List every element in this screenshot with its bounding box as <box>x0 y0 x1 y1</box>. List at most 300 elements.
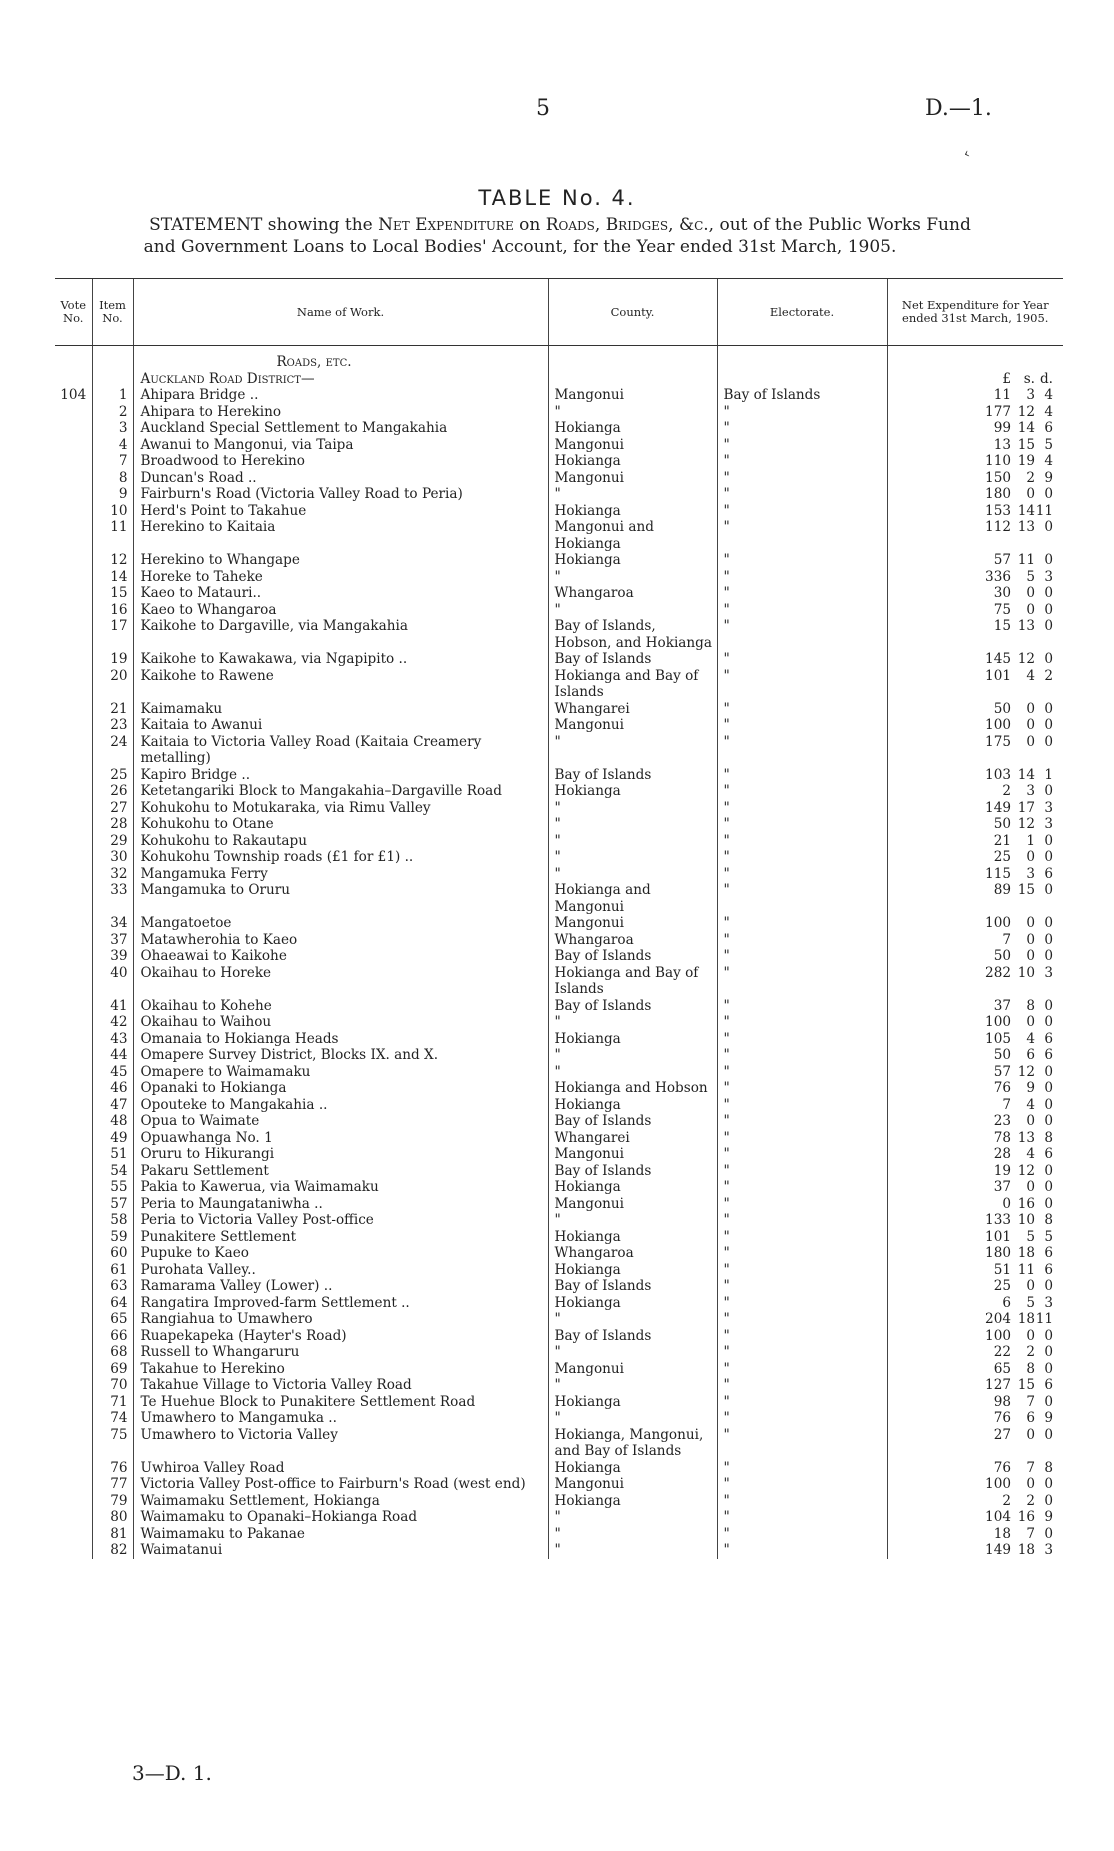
vote-cell <box>55 470 92 487</box>
expenditure-cell <box>887 915 1063 932</box>
expenditure-pounds: 100 <box>985 1476 1011 1492</box>
expenditure-pence: 0 <box>1044 552 1053 568</box>
expenditure-shillings: 0 <box>1026 931 1035 948</box>
expenditure-pounds: 110 <box>985 453 1011 469</box>
expenditure-pence: 0 <box>1044 1327 1053 1344</box>
expenditure-cell <box>887 882 1063 915</box>
electorate-cell: " <box>717 1394 887 1411</box>
county-cell: " <box>548 1014 717 1031</box>
expenditure-cell <box>887 932 1063 949</box>
expenditure-shillings: 13 <box>1017 618 1035 634</box>
electorate-cell: " <box>717 1509 887 1526</box>
expenditure-pounds: 28 <box>993 1146 1011 1162</box>
expenditure-pounds: 57 <box>993 552 1011 568</box>
expenditure-shillings: 16 <box>1017 1509 1035 1525</box>
expenditure-pounds: 104 <box>985 1509 1011 1525</box>
expenditure-cell <box>887 1526 1063 1543</box>
expenditure-shillings: 5 <box>1026 1228 1035 1245</box>
expenditure-pounds: 0 <box>1002 1195 1011 1212</box>
vote-cell <box>55 519 92 552</box>
item-number: 11 <box>92 519 133 552</box>
expenditure-cell <box>887 1476 1063 1493</box>
expenditure-pence: 9 <box>1044 469 1053 486</box>
work-name: Kaikohe to Kawakawa, via Ngapipito .. <box>133 651 548 668</box>
vote-cell <box>55 1427 92 1460</box>
table-row <box>55 816 1063 833</box>
table-row <box>55 965 1063 998</box>
expenditure-pence: 6 <box>1044 1261 1053 1278</box>
expenditure-shillings: 2 <box>1026 469 1035 486</box>
expenditure-pence: 9 <box>1044 1410 1053 1426</box>
expenditure-pence: 0 <box>1044 1360 1053 1377</box>
expenditure-pence: 0 <box>1044 1476 1053 1492</box>
vote-cell <box>55 833 92 850</box>
vote-cell <box>55 420 92 437</box>
expenditure-pence: 6 <box>1044 420 1053 436</box>
vote-cell <box>55 1163 92 1180</box>
table-row <box>55 437 1063 454</box>
expenditure-pence: 4 <box>1044 453 1053 469</box>
expenditure-pence: 6 <box>1044 1146 1053 1162</box>
item-number: 77 <box>92 1476 133 1493</box>
work-name: Kohukohu to Rakautapu <box>133 833 548 850</box>
table-row <box>55 585 1063 602</box>
expenditure-shillings: 13 <box>1017 519 1035 535</box>
vote-cell <box>55 948 92 965</box>
expenditure-pence: 11 <box>1035 1311 1053 1327</box>
expenditure-shillings: 0 <box>1026 1113 1035 1129</box>
electorate-cell: " <box>717 932 887 949</box>
work-name: Kapiro Bridge .. <box>133 767 548 784</box>
county-cell: Hokianga <box>548 1031 717 1048</box>
table-row <box>55 387 1063 404</box>
county-cell: Mangonui and Hokianga <box>548 519 717 552</box>
expenditure-pence: 0 <box>1044 1113 1053 1129</box>
subtitle-text-c: , out of the Public Works Fund <box>708 215 971 235</box>
item-number: 4 <box>92 437 133 454</box>
expenditure-shillings: 12 <box>1017 403 1035 420</box>
table-row <box>55 453 1063 470</box>
vote-cell <box>55 1196 92 1213</box>
expenditure-pence: 6 <box>1044 1030 1053 1047</box>
work-name: Purohata Valley.. <box>133 1262 548 1279</box>
item-number: 75 <box>92 1427 133 1460</box>
county-cell: " <box>548 1212 717 1229</box>
item-number: 14 <box>92 569 133 586</box>
expenditure-pence: 3 <box>1044 1294 1053 1311</box>
expenditure-pence: 0 <box>1044 948 1053 964</box>
expenditure-pounds: 100 <box>985 1327 1011 1344</box>
vote-cell <box>55 1014 92 1031</box>
vote-cell <box>55 849 92 866</box>
vote-cell <box>55 965 92 998</box>
expenditure-pence: 0 <box>1044 1014 1053 1030</box>
table-row <box>55 404 1063 421</box>
expenditure-pounds: 23 <box>993 1113 1011 1129</box>
electorate-cell: " <box>717 1328 887 1345</box>
vote-cell <box>55 1179 92 1196</box>
work-name: Ketetangariki Block to Mangakahia–Dargaville Road <box>133 783 548 800</box>
table-header-row <box>55 279 1063 346</box>
expenditure-cell <box>887 948 1063 965</box>
table-row <box>55 552 1063 569</box>
expenditure-shillings: 8 <box>1026 997 1035 1014</box>
expenditure-pence: 0 <box>1044 651 1053 667</box>
item-number: 79 <box>92 1493 133 1510</box>
county-cell: Hokianga <box>548 1097 717 1114</box>
currency-header: £ s. d. <box>1002 370 1053 387</box>
expenditure-pence: 0 <box>1044 733 1053 750</box>
expenditure-pounds: 89 <box>993 882 1011 898</box>
county-cell: " <box>548 569 717 586</box>
expenditure-cell <box>887 1262 1063 1279</box>
county-cell: Bay of Islands <box>548 1113 717 1130</box>
item-number: 59 <box>92 1229 133 1246</box>
county-cell: Mangonui <box>548 1146 717 1163</box>
work-name: Auckland Special Settlement to Mangakahia <box>133 420 548 437</box>
expenditure-pence: 0 <box>1044 1195 1053 1212</box>
item-number: 70 <box>92 1377 133 1394</box>
work-name: Umawhero to Victoria Valley <box>133 1427 548 1460</box>
subtitle-text-b: on <box>513 215 546 235</box>
county-cell: Bay of Islands <box>548 767 717 784</box>
expenditure-shillings: 11 <box>1017 1261 1035 1278</box>
expenditure-pence: 4 <box>1044 387 1053 403</box>
vote-cell <box>55 486 92 503</box>
table-row <box>55 948 1063 965</box>
electorate-cell: " <box>717 1245 887 1262</box>
expenditure-pounds: 150 <box>985 469 1011 486</box>
expenditure-pounds: 133 <box>985 1212 1011 1228</box>
work-name: Te Huehue Block to Punakitere Settlement Road <box>133 1394 548 1411</box>
vote-cell <box>55 767 92 784</box>
expenditure-cell <box>887 1229 1063 1246</box>
county-cell: " <box>548 1311 717 1328</box>
item-number: 1 <box>92 387 133 404</box>
expenditure-pounds: 100 <box>985 915 1011 931</box>
electorate-cell: " <box>717 1130 887 1147</box>
county-cell: Bay of Islands <box>548 1163 717 1180</box>
county-cell: Mangonui <box>548 1196 717 1213</box>
county-cell: Hokianga <box>548 1262 717 1279</box>
electorate-cell: " <box>717 1113 887 1130</box>
expenditure-cell <box>887 1179 1063 1196</box>
expenditure-pounds: 75 <box>993 601 1011 618</box>
expenditure-pence: 6 <box>1044 865 1053 882</box>
expenditure-pence: 0 <box>1044 1278 1053 1294</box>
work-name: Opua to Waimate <box>133 1113 548 1130</box>
expenditure-table <box>55 278 1063 1559</box>
expenditure-pounds: 50 <box>993 1047 1011 1063</box>
work-name: Uwhiroa Valley Road <box>133 1460 548 1477</box>
county-cell: " <box>548 816 717 833</box>
expenditure-shillings: 4 <box>1026 1146 1035 1162</box>
expenditure-pounds: 145 <box>985 651 1011 667</box>
county-cell: Whangaroa <box>548 585 717 602</box>
county-cell: " <box>548 602 717 619</box>
vote-cell <box>55 437 92 454</box>
expenditure-pounds: 112 <box>985 519 1011 535</box>
expenditure-cell <box>887 717 1063 734</box>
vote-cell <box>55 1064 92 1081</box>
expenditure-pence: 0 <box>1044 915 1053 931</box>
work-name: Opouteke to Mangakahia .. <box>133 1097 548 1114</box>
table-row <box>55 866 1063 883</box>
table-row <box>55 1476 1063 1493</box>
item-number: 24 <box>92 734 133 767</box>
expenditure-cell <box>887 552 1063 569</box>
table-row <box>55 1410 1063 1427</box>
vote-cell <box>55 783 92 800</box>
work-name: Fairburn's Road (Victoria Valley Road to Peria) <box>133 486 548 503</box>
table-row <box>55 998 1063 1015</box>
electorate-cell: " <box>717 800 887 817</box>
expenditure-pence: 0 <box>1044 882 1053 898</box>
expenditure-cell <box>887 1295 1063 1312</box>
expenditure-cell <box>887 1163 1063 1180</box>
electorate-cell: " <box>717 965 887 998</box>
vote-cell <box>55 618 92 651</box>
item-number: 82 <box>92 1542 133 1559</box>
expenditure-pence: 3 <box>1044 1542 1053 1558</box>
expenditure-cell <box>887 1328 1063 1345</box>
expenditure-pence: 0 <box>1044 585 1053 601</box>
table-row <box>55 1229 1063 1246</box>
expenditure-shillings: 17 <box>1017 799 1035 816</box>
work-name: Mangatoetoe <box>133 915 548 932</box>
expenditure-cell <box>887 783 1063 800</box>
electorate-cell: " <box>717 651 887 668</box>
vote-cell <box>55 816 92 833</box>
expenditure-cell <box>887 420 1063 437</box>
table-row <box>55 833 1063 850</box>
electorate-cell: " <box>717 948 887 965</box>
county-cell: " <box>548 1377 717 1394</box>
expenditure-shillings: 0 <box>1026 601 1035 618</box>
expenditure-pence: 0 <box>1044 618 1053 634</box>
item-number: 8 <box>92 470 133 487</box>
table-row <box>55 1377 1063 1394</box>
vote-cell <box>55 1245 92 1262</box>
item-number: 41 <box>92 998 133 1015</box>
item-number: 44 <box>92 1047 133 1064</box>
vote-cell <box>55 1377 92 1394</box>
table-row <box>55 915 1063 932</box>
work-name: Ahipara Bridge .. <box>133 387 548 404</box>
county-cell: " <box>548 866 717 883</box>
expenditure-pence: 1 <box>1044 766 1053 783</box>
item-number: 71 <box>92 1394 133 1411</box>
expenditure-cell <box>887 1014 1063 1031</box>
expenditure-pounds: 2 <box>1002 783 1011 799</box>
expenditure-shillings: 0 <box>1026 700 1035 717</box>
expenditure-pounds: 76 <box>993 1080 1011 1096</box>
expenditure-cell <box>887 1427 1063 1460</box>
expenditure-pounds: 18 <box>993 1525 1011 1542</box>
expenditure-pounds: 25 <box>993 1278 1011 1294</box>
expenditure-shillings: 3 <box>1026 783 1035 799</box>
expenditure-pounds: 100 <box>985 1014 1011 1030</box>
district-heading: Auckland Road District— <box>140 370 315 387</box>
expenditure-shillings: 6 <box>1026 1410 1035 1426</box>
work-name: Matawherohia to Kaeo <box>133 932 548 949</box>
county-cell: " <box>548 1344 717 1361</box>
expenditure-shillings: 7 <box>1026 1525 1035 1542</box>
county-cell: " <box>548 1047 717 1064</box>
electorate-cell: " <box>717 1097 887 1114</box>
county-cell: " <box>548 1410 717 1427</box>
expenditure-pounds: 21 <box>993 832 1011 849</box>
table-row <box>55 668 1063 701</box>
work-name: Kaeo to Matauri.. <box>133 585 548 602</box>
work-name: Kaikohe to Rawene <box>133 668 548 701</box>
table-row <box>55 1311 1063 1328</box>
county-cell: " <box>548 404 717 421</box>
electorate-cell: " <box>717 1031 887 1048</box>
work-name: Okaihau to Kohehe <box>133 998 548 1015</box>
expenditure-pounds: 22 <box>993 1344 1011 1360</box>
item-number: 33 <box>92 882 133 915</box>
vote-cell <box>55 1361 92 1378</box>
electorate-cell: " <box>717 552 887 569</box>
item-number: 58 <box>92 1212 133 1229</box>
electorate-cell: " <box>717 1542 887 1559</box>
expenditure-cell <box>887 1113 1063 1130</box>
vote-cell <box>55 668 92 701</box>
expenditure-cell <box>887 701 1063 718</box>
expenditure-cell <box>887 585 1063 602</box>
expenditure-pounds: 105 <box>985 1030 1011 1047</box>
electorate-cell: " <box>717 1080 887 1097</box>
expenditure-shillings: 13 <box>1017 1129 1035 1146</box>
county-cell: " <box>548 734 717 767</box>
table-subtitle <box>55 214 1065 258</box>
expenditure-pence: 0 <box>1044 519 1053 535</box>
electorate-cell: " <box>717 1361 887 1378</box>
item-number: 61 <box>92 1262 133 1279</box>
expenditure-pence: 0 <box>1044 783 1053 799</box>
county-cell: Bay of Islands <box>548 948 717 965</box>
electorate-cell: " <box>717 1179 887 1196</box>
table-row <box>55 1460 1063 1477</box>
expenditure-pence: 5 <box>1044 436 1053 453</box>
expenditure-pounds: 153 <box>985 502 1011 519</box>
county-cell: Hokianga <box>548 1493 717 1510</box>
subtitle-statement: STATEMENT <box>149 215 263 235</box>
expenditure-pounds: 76 <box>993 1459 1011 1476</box>
county-cell: Hokianga <box>548 1394 717 1411</box>
expenditure-pence: 0 <box>1044 849 1053 865</box>
item-number: 20 <box>92 668 133 701</box>
expenditure-cell <box>887 651 1063 668</box>
expenditure-pounds: 13 <box>993 436 1011 453</box>
expenditure-shillings: 0 <box>1026 733 1035 750</box>
vote-cell <box>55 998 92 1015</box>
expenditure-pence: 3 <box>1044 799 1053 816</box>
expenditure-shillings: 7 <box>1026 1393 1035 1410</box>
vote-cell <box>55 932 92 949</box>
table-row <box>55 783 1063 800</box>
table-row <box>55 882 1063 915</box>
expenditure-shillings: 0 <box>1026 585 1035 601</box>
vote-cell <box>55 1526 92 1543</box>
expenditure-cell <box>887 519 1063 552</box>
expenditure-pence: 0 <box>1044 717 1053 733</box>
county-cell: Bay of Islands <box>548 1278 717 1295</box>
electorate-cell: " <box>717 486 887 503</box>
table-row <box>55 1328 1063 1345</box>
expenditure-cell <box>887 1146 1063 1163</box>
item-number: 15 <box>92 585 133 602</box>
table-row <box>55 1295 1063 1312</box>
work-name: Opanaki to Hokianga <box>133 1080 548 1097</box>
expenditure-cell <box>887 1130 1063 1147</box>
expenditure-shillings: 18 <box>1017 1542 1035 1558</box>
col-vote-header: Vote No. <box>55 279 92 346</box>
expenditure-pence: 6 <box>1044 1245 1053 1261</box>
work-name: Takahue to Herekino <box>133 1361 548 1378</box>
county-cell: Hokianga <box>548 1229 717 1246</box>
vote-cell <box>55 1295 92 1312</box>
work-name: Kohukohu Township roads (£1 for £1) .. <box>133 849 548 866</box>
expenditure-cell <box>887 1245 1063 1262</box>
table-row <box>55 651 1063 668</box>
county-cell: Hokianga, Mangonui, and Bay of Islands <box>548 1427 717 1460</box>
electorate-cell: " <box>717 882 887 915</box>
county-cell: Hokianga <box>548 453 717 470</box>
col-name-header: Name of Work. <box>133 279 548 346</box>
electorate-cell: " <box>717 437 887 454</box>
vote-cell <box>55 1542 92 1559</box>
item-number: 2 <box>92 404 133 421</box>
expenditure-cell <box>887 1377 1063 1394</box>
work-name: Omapere Survey District, Blocks IX. and X. <box>133 1047 548 1064</box>
work-name: Omanaia to Hokianga Heads <box>133 1031 548 1048</box>
county-cell: Whangarei <box>548 1130 717 1147</box>
item-number: 16 <box>92 602 133 619</box>
vote-cell <box>55 734 92 767</box>
work-name: Ahipara to Herekino <box>133 404 548 421</box>
electorate-cell: " <box>717 569 887 586</box>
county-cell: Bay of Islands, Hobson, and Hokianga <box>548 618 717 651</box>
expenditure-cell <box>887 668 1063 701</box>
vote-cell <box>55 717 92 734</box>
work-name: Kaitaia to Awanui <box>133 717 548 734</box>
expenditure-pence: 9 <box>1044 1509 1053 1525</box>
expenditure-shillings: 0 <box>1026 1278 1035 1294</box>
expenditure-cell <box>887 1493 1063 1510</box>
expenditure-shillings: 0 <box>1026 1179 1035 1195</box>
county-cell: Hokianga and Mangonui <box>548 882 717 915</box>
work-name: Kohukohu to Otane <box>133 816 548 833</box>
expenditure-cell <box>887 503 1063 520</box>
expenditure-shillings: 2 <box>1026 1344 1035 1360</box>
table-row <box>55 486 1063 503</box>
expenditure-shillings: 12 <box>1017 651 1035 667</box>
electorate-cell: " <box>717 915 887 932</box>
item-number: 63 <box>92 1278 133 1295</box>
expenditure-pence: 8 <box>1044 1129 1053 1146</box>
electorate-cell: " <box>717 1493 887 1510</box>
electorate-cell: " <box>717 1196 887 1213</box>
work-name: Broadwood to Herekino <box>133 453 548 470</box>
expenditure-pence: 6 <box>1044 1047 1053 1063</box>
expenditure-cell <box>887 602 1063 619</box>
county-cell: Bay of Islands <box>548 998 717 1015</box>
vote-cell <box>55 1262 92 1279</box>
expenditure-shillings: 18 <box>1017 1245 1035 1261</box>
vote-cell <box>55 1509 92 1526</box>
